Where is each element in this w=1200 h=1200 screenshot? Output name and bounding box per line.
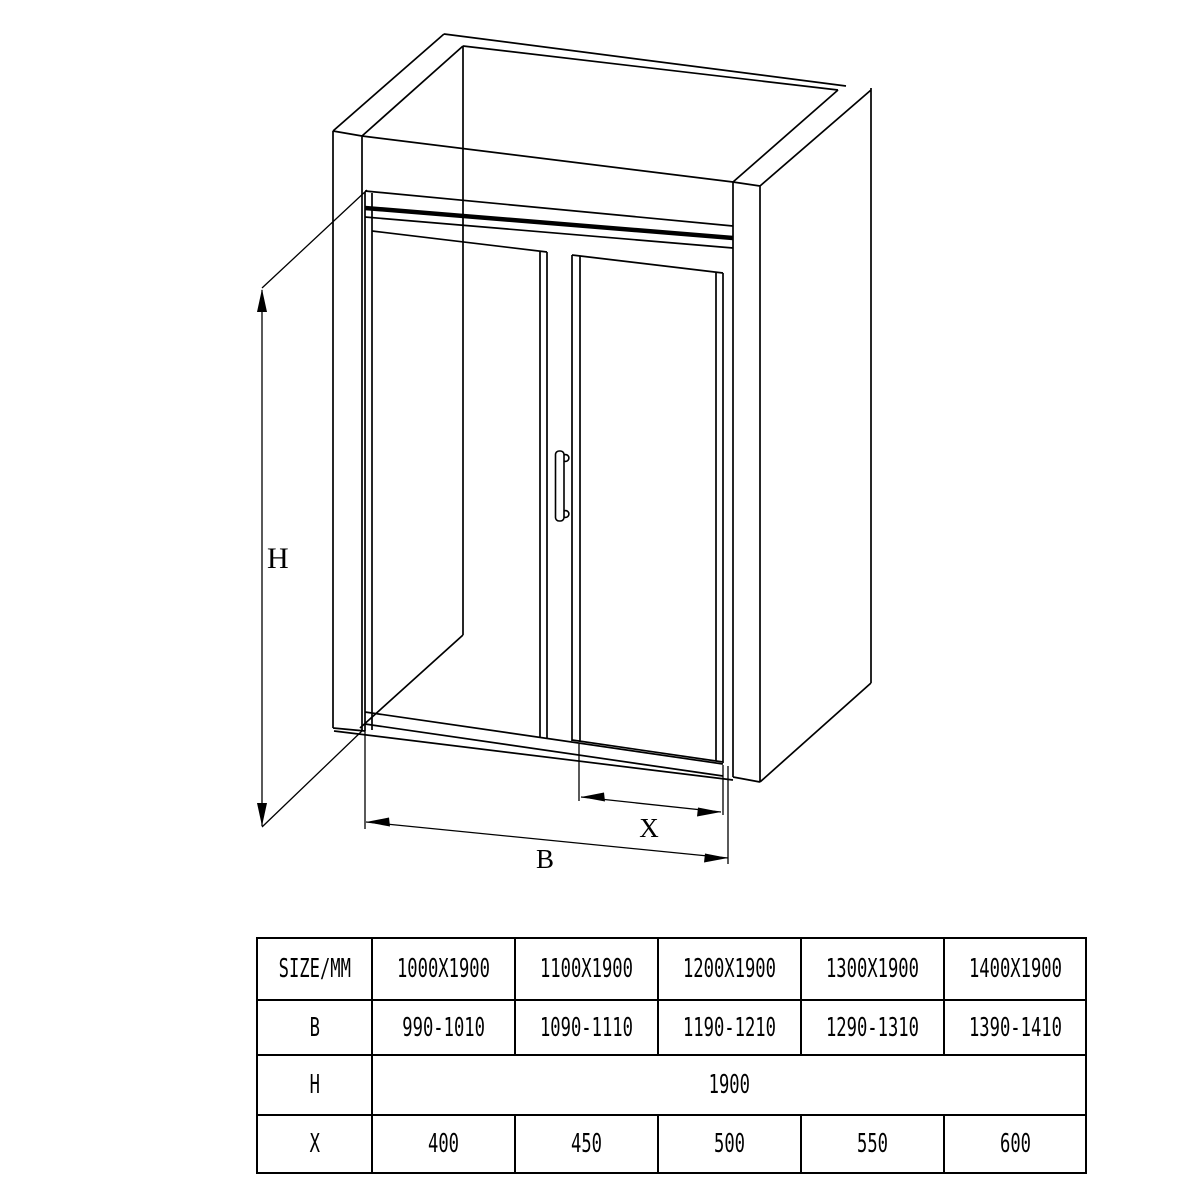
cell-label: X: [309, 1129, 320, 1159]
table-cell: [944, 1000, 1087, 1055]
dim-height-label: H: [267, 542, 289, 575]
left-wall-inner-edge: [360, 46, 463, 728]
table-cell: [801, 1000, 944, 1055]
cell-value: 600: [999, 1129, 1031, 1159]
arrow-right-icon: [704, 854, 728, 863]
table-header-h: [257, 1055, 372, 1115]
table-row-h: [257, 1055, 1086, 1115]
cell-value: 990-1010: [402, 1012, 485, 1043]
dimension-width: [365, 731, 728, 874]
table-header-size: [257, 938, 372, 1000]
cell-value: 550: [856, 1129, 888, 1159]
table-cell: [372, 1115, 515, 1173]
table-row-x: [257, 1115, 1086, 1173]
cell-value: 1400X1900: [968, 954, 1062, 984]
arrow-right-icon: [697, 808, 721, 817]
door-handle: [556, 451, 569, 521]
table-row-b: [257, 1000, 1086, 1055]
table-row-size: [257, 938, 1086, 1000]
size-table: [256, 937, 1087, 1174]
table-cell: [801, 938, 944, 1000]
cell-label: H: [309, 1070, 320, 1100]
fixed-glass-panel: [372, 231, 547, 738]
cell-value: 400: [427, 1129, 459, 1159]
cell-value: 1200X1900: [682, 954, 776, 984]
arrow-left-icon: [581, 793, 605, 802]
table-cell: [944, 1115, 1087, 1173]
cell-label: B: [309, 1012, 320, 1043]
dim-width-label: B: [535, 844, 555, 874]
table-cell: [372, 1000, 515, 1055]
table-cell: [658, 1115, 801, 1173]
table-cell-h-span: [372, 1055, 1086, 1115]
cell-value: 1090-1110: [539, 1012, 633, 1043]
table-cell: [515, 938, 658, 1000]
table-cell: [658, 1000, 801, 1055]
door-frame: [334, 192, 733, 780]
cell-value: 1390-1410: [968, 1012, 1062, 1043]
arrow-left-icon: [366, 818, 390, 827]
cell-value: 1300X1900: [825, 954, 919, 984]
arrow-up-icon: [257, 289, 267, 312]
cell-label: SIZE/MM: [278, 954, 351, 984]
cell-value: 450: [570, 1129, 602, 1159]
cell-value: 1100X1900: [539, 954, 633, 984]
cell-value: 1190-1210: [682, 1012, 776, 1043]
table-header-b: [257, 1000, 372, 1055]
right-wall: [733, 88, 871, 782]
cell-value: 1290-1310: [825, 1012, 919, 1043]
table-cell: [801, 1115, 944, 1173]
left-wall: [333, 34, 463, 731]
table-header-x: [257, 1115, 372, 1173]
table-cell: [515, 1115, 658, 1173]
dim-slide-label: X: [639, 813, 659, 843]
arrow-down-icon: [257, 803, 267, 826]
top-header: [362, 34, 846, 248]
cell-value: 1900: [708, 1070, 750, 1100]
dimension-height: [257, 190, 367, 827]
sliding-glass-panel: [556, 255, 724, 763]
top-track-rail: [365, 208, 733, 238]
table-cell: [658, 938, 801, 1000]
cell-value: 500: [713, 1129, 745, 1159]
table-cell: [372, 938, 515, 1000]
table-cell: [515, 1000, 658, 1055]
cell-value: 1000X1900: [396, 954, 490, 984]
table-cell: [944, 938, 1087, 1000]
